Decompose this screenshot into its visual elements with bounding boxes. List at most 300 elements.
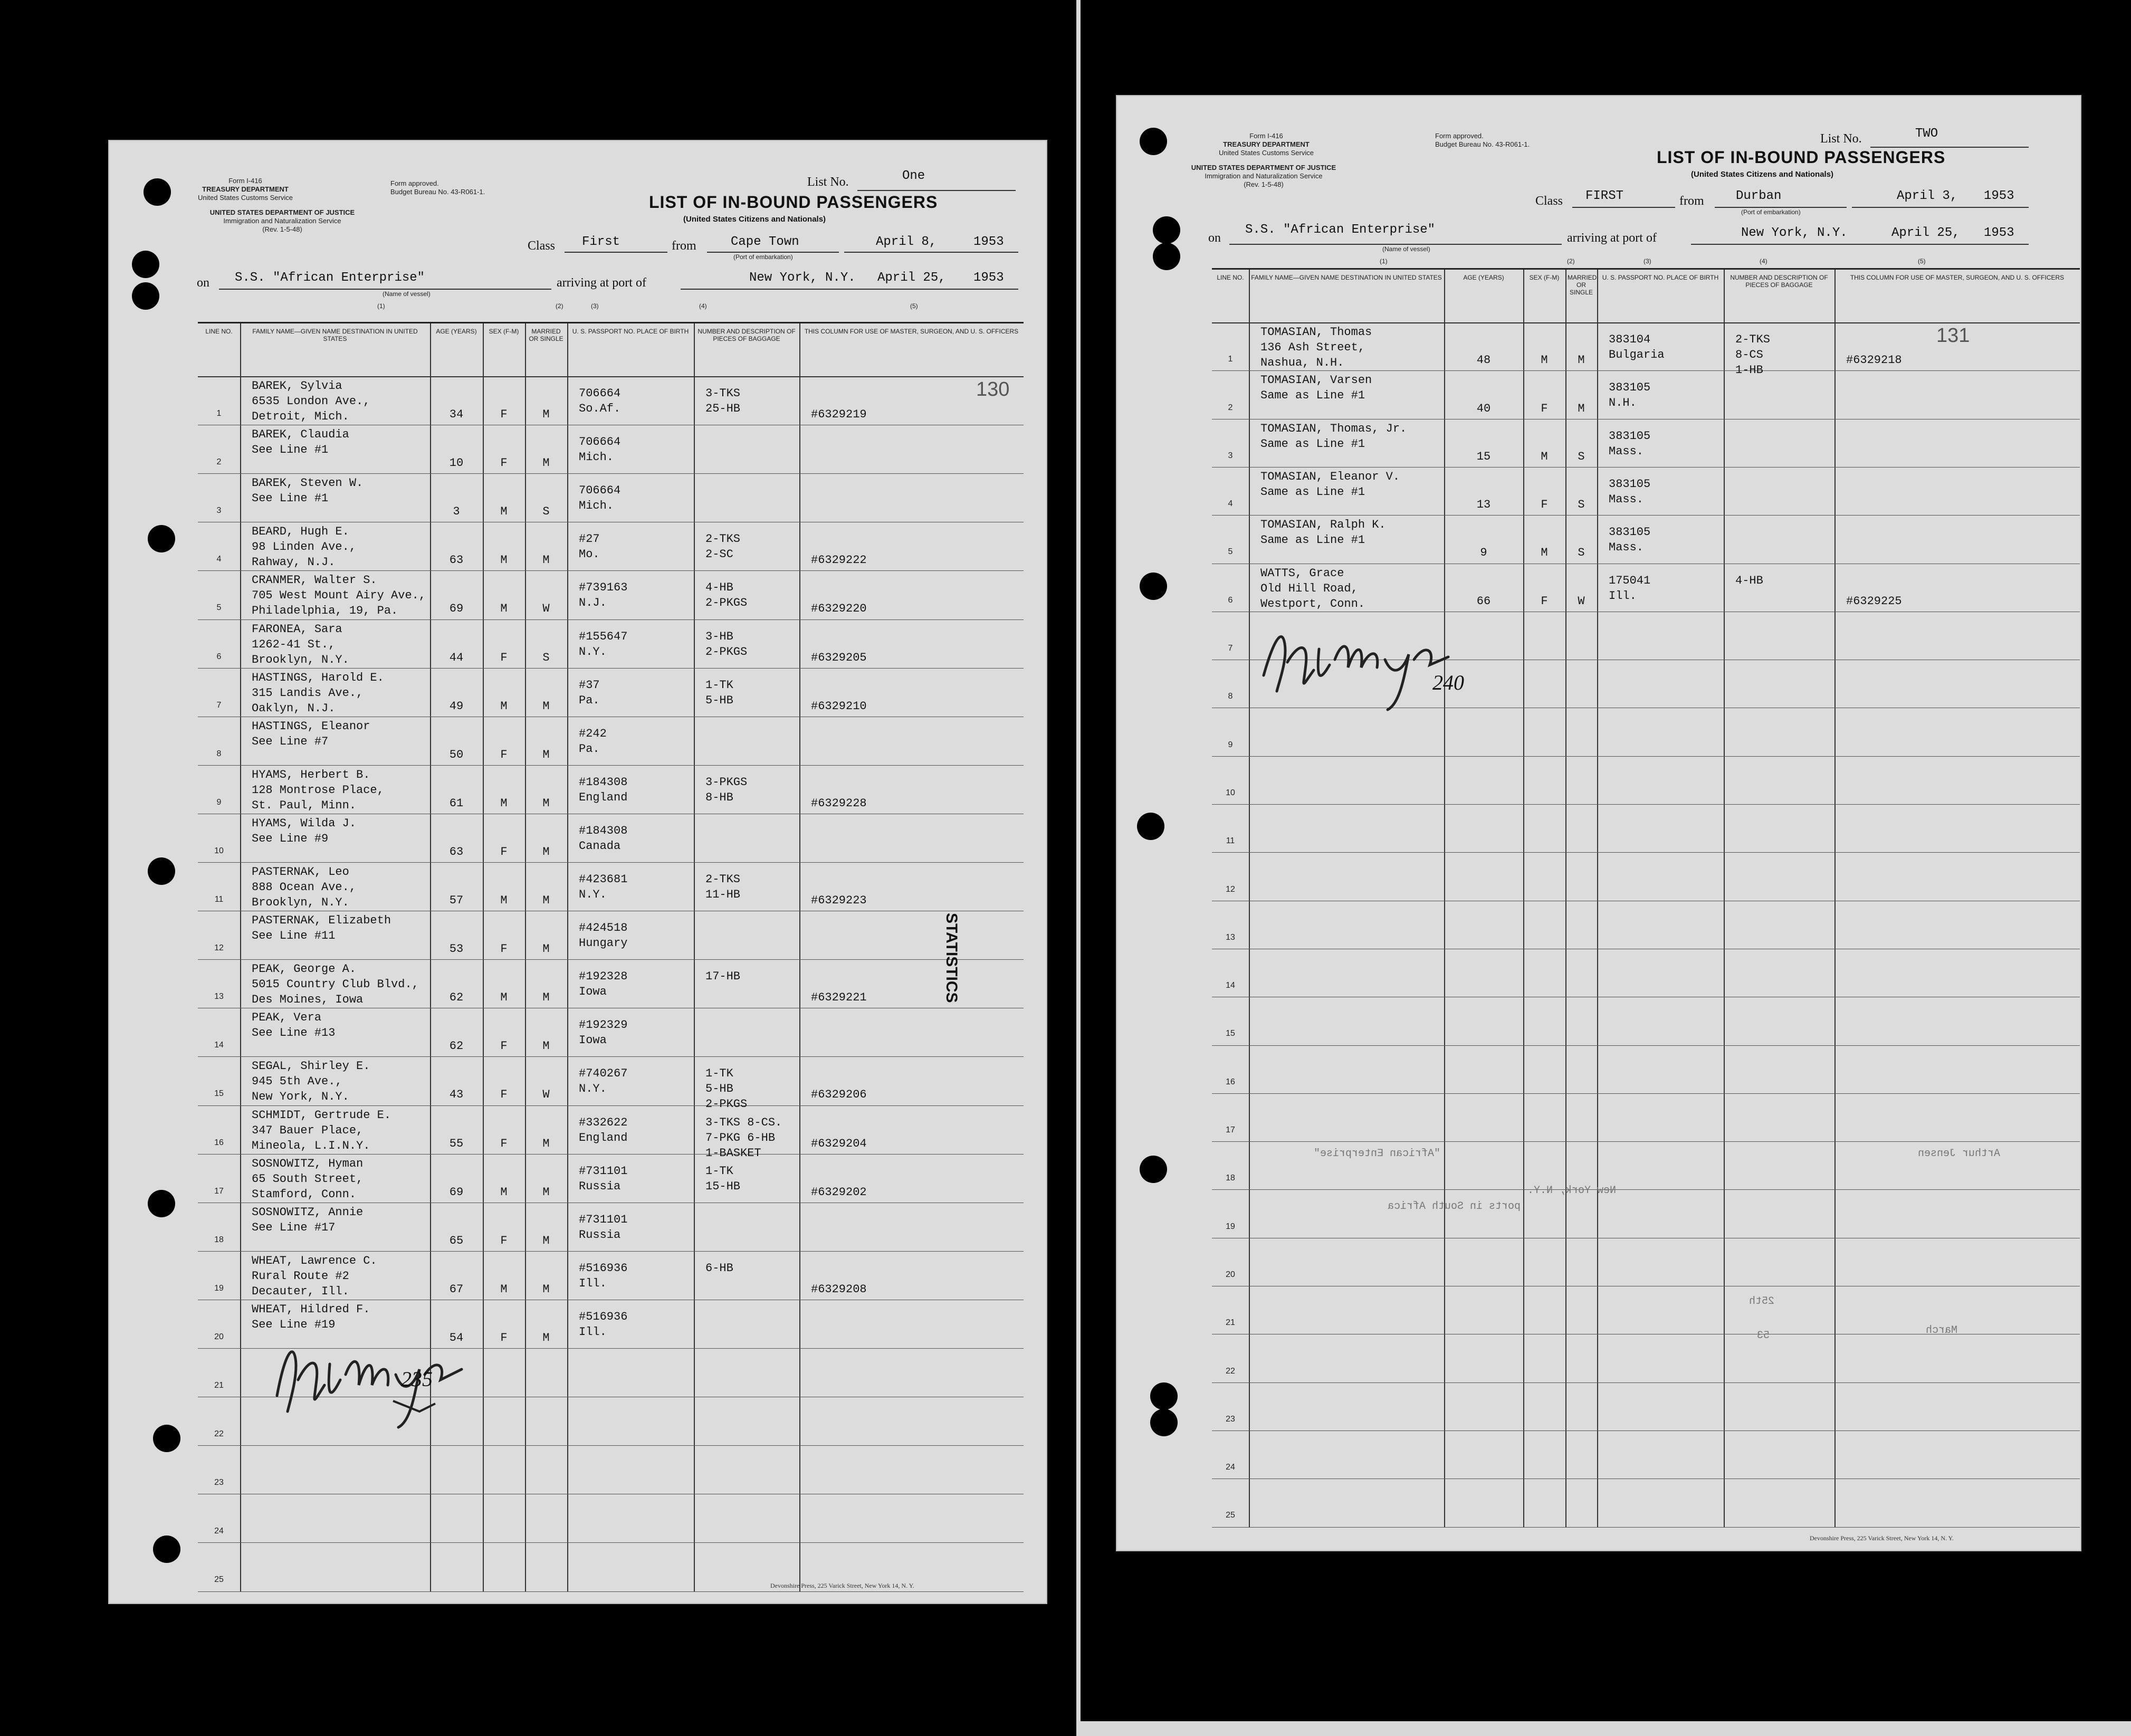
column-header-age: AGE (YEARS)	[1463, 274, 1504, 281]
customs-service: United States Customs Service	[1219, 149, 1314, 157]
passenger-sex: F	[500, 651, 508, 664]
officer-number: #6329220	[811, 602, 867, 616]
table-row	[198, 959, 1024, 1008]
justice-department: UNITED STATES DEPARTMENT OF JUSTICE	[1191, 164, 1336, 171]
baggage: 3-PKGS 8-HB	[705, 775, 748, 804]
passenger-age: 62	[449, 991, 464, 1005]
baggage: 2-TKS 8-CS 1-HB	[1735, 333, 1771, 377]
passenger-table-right	[1212, 268, 2080, 1527]
passenger-name: WHEAT, Lawrence C. Rural Route #2 Decauter, Ill.	[252, 1254, 377, 1298]
passenger-name: PEAK, Vera See Line #13	[252, 1011, 336, 1040]
page-title: LIST OF IN-BOUND PASSENGERS	[1657, 148, 1946, 167]
class-value: FIRST	[1585, 189, 1624, 203]
budget-bureau: Budget Bureau No. 43-R061-1.	[1435, 140, 1530, 148]
line-number: 25	[1226, 1511, 1235, 1520]
marital-status: M	[542, 1185, 550, 1199]
passenger-name: TOMASIAN, Thomas, Jr. Same as Line #1	[1260, 422, 1407, 451]
officer-number: #6329210	[811, 699, 867, 713]
baggage: 17-HB	[705, 970, 741, 984]
col-num-1: (1)	[1380, 257, 1388, 265]
list-no-label: List No.	[807, 175, 849, 189]
table-row	[198, 765, 1024, 814]
table-row	[1212, 1045, 2080, 1093]
officer-number: #6329206	[811, 1088, 867, 1102]
line-number: 14	[1226, 981, 1235, 990]
passport-birthplace: #731101 Russia	[579, 1213, 628, 1242]
passport-birthplace: 383105 Mass.	[1609, 429, 1651, 458]
officer-number: #6329219	[811, 408, 867, 422]
embark-date: April 3,	[1897, 189, 1958, 203]
column-header-sex: SEX (F-M)	[489, 328, 519, 335]
column-header-sex: SEX (F-M)	[1529, 274, 1560, 281]
column-header-line: LINE NO.	[1217, 274, 1244, 281]
column-header-name: FAMILY NAME—GIVEN NAME DESTINATION IN UNITED STATES	[1251, 274, 1442, 281]
line-number: 7	[216, 700, 222, 710]
passenger-name: SCHMIDT, Gertrude E. 347 Bauer Place, Mineola, L.I.N.Y.	[252, 1108, 391, 1152]
punch-hole	[153, 1425, 180, 1452]
line-number: 17	[214, 1186, 224, 1196]
passenger-sex: F	[500, 1088, 508, 1102]
baggage: 3-TKS 25-HB	[705, 387, 741, 415]
passport-birthplace: 383105 Mass.	[1609, 477, 1651, 506]
passport-birthplace: 175041 Ill.	[1609, 574, 1651, 603]
passenger-age: 63	[449, 845, 464, 859]
column-header-baggage: NUMBER AND DESCRIPTION OF PIECES OF BAGGAGE	[697, 328, 796, 342]
bottom-strip	[1076, 1721, 2131, 1736]
table-row	[198, 1494, 1024, 1542]
officer-number: #6329202	[811, 1185, 867, 1199]
page-subtitle: (United States Citizens and Nationals)	[1691, 170, 1834, 179]
line-number: 22	[1226, 1366, 1235, 1376]
officer-number: #6329218	[1846, 354, 1902, 367]
table-row	[198, 1105, 1024, 1160]
vessel-caption: (Name of vessel)	[1382, 245, 1430, 253]
line-number: 5	[1228, 547, 1233, 557]
marital-status: M	[542, 845, 550, 859]
passenger-sex: M	[500, 554, 508, 567]
col-num-4: (4)	[699, 302, 707, 310]
passport-birthplace: #424518 Hungary	[579, 921, 628, 950]
passenger-age: 10	[449, 456, 464, 470]
line-number: 2	[1228, 403, 1233, 412]
on-label: on	[1208, 231, 1221, 245]
officer-signature	[1253, 617, 1454, 728]
table-row	[1212, 1382, 2080, 1430]
line-number: 11	[214, 895, 224, 904]
punch-hole	[148, 857, 175, 885]
from-value: Cape Town	[731, 235, 799, 249]
passport-birthplace: #740267 N.Y.	[579, 1067, 628, 1096]
passenger-sex: M	[500, 894, 508, 908]
passenger-name: SOSNOWITZ, Hyman 65 South Street, Stamford, Conn.	[252, 1157, 364, 1201]
line-number: 15	[214, 1089, 224, 1099]
punch-hole	[1140, 1156, 1167, 1183]
from-label: from	[672, 239, 696, 253]
table-row	[1212, 1189, 2080, 1237]
list-no-value: One	[902, 169, 925, 183]
punch-hole	[1140, 128, 1167, 155]
form-approved: Form approved.	[1435, 132, 1484, 140]
column-header-married: MARRIED OR SINGLE	[1568, 274, 1597, 296]
table-row	[198, 522, 1024, 570]
passenger-age: 55	[449, 1137, 464, 1150]
table-row	[198, 1008, 1024, 1056]
arriving-label: arriving at port of	[557, 276, 646, 290]
column-header-line: LINE NO.	[205, 328, 233, 335]
table-row	[1212, 756, 2080, 804]
table-row	[198, 1203, 1024, 1251]
line-number: 12	[1226, 884, 1235, 894]
table-row	[198, 619, 1024, 668]
justice-block	[193, 208, 372, 234]
line-number: 9	[216, 797, 222, 807]
line-number: 25	[214, 1575, 224, 1585]
table-row	[198, 1445, 1024, 1494]
marital-status: W	[542, 1088, 550, 1102]
officer-number: #6329221	[811, 991, 867, 1005]
table-row	[1212, 1430, 2080, 1479]
passenger-sex: M	[1541, 450, 1548, 463]
passenger-sex: F	[500, 1039, 508, 1053]
col-num-5: (5)	[910, 302, 918, 310]
marital-status: M	[1578, 402, 1585, 415]
passenger-sex: F	[500, 942, 508, 956]
form-approved: Form approved.	[390, 179, 439, 187]
passenger-name: HYAMS, Wilda J. See Line #9	[252, 816, 357, 845]
baggage: 6-HB	[705, 1261, 733, 1275]
marital-status: M	[542, 894, 550, 908]
column-header-name: FAMILY NAME—GIVEN NAME DESTINATION IN UNITED STATES	[252, 328, 418, 342]
marital-status: M	[542, 1234, 550, 1247]
passport-birthplace: #332622 England	[579, 1115, 628, 1144]
list-no-value: TWO	[1915, 127, 1938, 141]
passenger-name: HYAMS, Herbert B. 128 Montrose Place, St. Paul, Minn.	[252, 768, 384, 812]
table-row	[1212, 949, 2080, 997]
baggage: 1-TK 15-HB	[705, 1164, 741, 1193]
class-label: Class	[528, 239, 556, 253]
col-num-1: (1)	[377, 302, 385, 310]
justice-department: UNITED STATES DEPARTMENT OF JUSTICE	[209, 208, 355, 216]
line-number: 4	[216, 555, 222, 564]
column-header-baggage: NUMBER AND DESCRIPTION OF PIECES OF BAGGAGE	[1730, 274, 1828, 289]
passenger-name: CRANMER, Walter S. 705 West Mount Airy Ave., Philadelphia, 19, Pa.	[252, 574, 426, 618]
line-number: 12	[214, 943, 224, 953]
passenger-name: BEARD, Hugh E. 98 Linden Ave., Rahway, N.J.	[252, 525, 357, 569]
table-row	[198, 1154, 1024, 1203]
punch-hole	[153, 1535, 180, 1563]
table-row	[198, 717, 1024, 765]
baggage: 4-HB	[1735, 574, 1763, 587]
manifest-sheet-left	[108, 140, 1047, 1604]
punch-hole	[132, 251, 159, 278]
line-number: 16	[1226, 1077, 1235, 1086]
passport-birthplace: #516936 Ill.	[579, 1261, 628, 1290]
bleedthrough-month: March	[1926, 1324, 1958, 1337]
bleedthrough-master: Arthur Jensen	[1918, 1148, 2001, 1160]
officer-number: #6329205	[811, 651, 867, 664]
line-number: 19	[1226, 1222, 1235, 1231]
arrival-year: 1953	[1984, 226, 2014, 240]
table-row	[1212, 467, 2080, 515]
passenger-name: TOMASIAN, Ralph K. Same as Line #1	[1260, 518, 1386, 547]
line-number: 13	[214, 992, 224, 1001]
passenger-name: BAREK, Claudia See Line #1	[252, 428, 349, 457]
line-number: 23	[1226, 1414, 1235, 1424]
class-value: First	[582, 235, 620, 249]
officer-number: #6329223	[811, 894, 867, 908]
passport-birthplace: #242 Pa.	[579, 727, 607, 756]
line-number: 7	[1228, 644, 1233, 653]
column-header-married: MARRIED OR SINGLE	[529, 328, 563, 342]
passenger-name: TOMASIAN, Eleanor V. Same as Line #1	[1260, 470, 1400, 499]
page-number: 131	[1936, 325, 1970, 347]
line-number: 21	[214, 1381, 224, 1390]
line-number: 10	[1226, 788, 1235, 797]
column-header-officers: THIS COLUMN FOR USE OF MASTER, SURGEON, AND U. S. OFFICERS	[804, 328, 1019, 335]
bleedthrough-year: 53	[1757, 1330, 1770, 1342]
marital-status: M	[542, 796, 550, 810]
table-row	[1212, 901, 2080, 949]
punch-hole	[1150, 1409, 1178, 1436]
line-number: 15	[1226, 1029, 1235, 1038]
passenger-sex: F	[500, 408, 508, 422]
passport-birthplace: 383105 N.H.	[1609, 381, 1651, 410]
line-number: 21	[1226, 1318, 1235, 1328]
embark-date: April 8,	[876, 235, 937, 249]
passenger-age: 62	[449, 1039, 464, 1053]
passenger-age: 69	[449, 1185, 464, 1199]
table-row	[198, 425, 1024, 473]
passenger-sex: F	[500, 1234, 508, 1247]
passenger-name: PASTERNAK, Leo 888 Ocean Ave., Brooklyn, N.Y.	[252, 865, 357, 909]
passenger-name: HASTINGS, Harold E. 315 Landis Ave., Oaklyn, N.J.	[252, 671, 384, 715]
passport-birthplace: #731101 Russia	[579, 1164, 628, 1193]
table-row	[198, 570, 1024, 619]
line-number: 23	[214, 1478, 224, 1487]
printer-footer: Devonshire Press, 225 Varick Street, New York 14, N. Y.	[1810, 1534, 1954, 1542]
passenger-age: 57	[449, 894, 464, 908]
passport-birthplace: #37 Pa.	[579, 678, 600, 707]
table-row	[198, 1251, 1024, 1300]
col-num-2: (2)	[556, 302, 563, 310]
table-row	[1212, 1334, 2080, 1382]
line-number: 22	[214, 1429, 224, 1439]
ins-service: Immigration and Naturalization Service	[1205, 172, 1323, 180]
col-num-5: (5)	[1918, 257, 1926, 265]
passenger-sex: M	[500, 505, 508, 519]
line-number: 1	[1228, 355, 1233, 364]
marital-status: M	[542, 748, 550, 761]
port-caption: (Port of embarkation)	[1741, 208, 1801, 216]
passenger-name: HASTINGS, Eleanor See Line #7	[252, 719, 370, 748]
table-row	[1212, 370, 2080, 418]
line-number: 18	[1226, 1174, 1235, 1183]
passenger-sex: F	[500, 456, 508, 470]
punch-hole	[148, 525, 175, 552]
class-label: Class	[1535, 194, 1563, 208]
form-number: Form I-416	[228, 177, 262, 185]
passenger-sex: M	[500, 699, 508, 713]
column-header-passport: U. S. PASSPORT NO. PLACE OF BIRTH	[572, 328, 689, 335]
col-num-3: (3)	[1643, 257, 1651, 265]
ins-service: Immigration and Naturalization Service	[223, 217, 341, 225]
passenger-name: SOSNOWITZ, Annie See Line #17	[252, 1205, 364, 1234]
passenger-age: 44	[449, 651, 464, 664]
baggage: 1-TK 5-HB 2-PKGS	[705, 1067, 748, 1111]
manifest-sheet-right	[1116, 95, 2081, 1551]
arrival-date: April 25,	[877, 271, 946, 285]
form-header-block	[187, 177, 303, 202]
passenger-age: 66	[1476, 594, 1491, 608]
line-number: 20	[214, 1332, 224, 1341]
passenger-age: 53	[449, 942, 464, 956]
passport-birthplace: #423681 N.Y.	[579, 873, 628, 901]
passenger-sex: F	[1541, 498, 1548, 512]
officer-number: #6329225	[1846, 594, 1902, 608]
passenger-sex: F	[1541, 594, 1548, 608]
budget-bureau: Budget Bureau No. 43-R061-1.	[390, 188, 485, 196]
passport-birthplace: #155647 N.Y.	[579, 629, 628, 659]
passport-birthplace: #516936 Ill.	[579, 1310, 628, 1339]
col-num-3: (3)	[591, 302, 599, 310]
line-number: 8	[216, 749, 222, 758]
passenger-sex: F	[500, 1137, 508, 1150]
marital-status: W	[1578, 594, 1585, 608]
marital-status: M	[542, 699, 550, 713]
passenger-age: 67	[449, 1282, 464, 1296]
passenger-name: PASTERNAK, Elizabeth See Line #11	[252, 914, 391, 943]
table-row	[198, 1056, 1024, 1111]
passenger-age: 15	[1476, 450, 1491, 463]
passenger-age: 65	[449, 1234, 464, 1247]
page-title: LIST OF IN-BOUND PASSENGERS	[649, 193, 938, 212]
line-number: 6	[216, 652, 222, 661]
form-number: Form I-416	[1249, 132, 1283, 140]
vessel-caption: (Name of vessel)	[383, 290, 431, 298]
port-caption: (Port of embarkation)	[733, 253, 793, 261]
line-number: 9	[1228, 740, 1233, 749]
passenger-name: PEAK, George A. 5015 Country Club Blvd., Des Moines, Iowa	[252, 962, 419, 1007]
baggage: 2-TKS 11-HB	[705, 873, 741, 901]
officer-number: #6329222	[811, 554, 867, 567]
table-row	[1212, 564, 2080, 612]
marital-status: M	[542, 991, 550, 1005]
passenger-age: 48	[1476, 354, 1491, 367]
marital-status: S	[1578, 546, 1585, 560]
passenger-name: FARONEA, Sara 1262-41 St., Brooklyn, N.Y.	[252, 622, 349, 666]
marital-status: M	[542, 554, 550, 567]
officer-number: #6329208	[811, 1282, 867, 1296]
passenger-age: 43	[449, 1088, 464, 1102]
passenger-sex: F	[1541, 402, 1548, 415]
passenger-name: WATTS, Grace Old Hill Road, Westport, Conn.	[1260, 566, 1365, 611]
punch-hole	[1150, 1382, 1178, 1410]
passenger-sex: M	[500, 1185, 508, 1199]
line-number: 3	[216, 506, 222, 516]
table-row	[198, 376, 1024, 425]
passenger-name: TOMASIAN, Varsen Same as Line #1	[1260, 374, 1372, 403]
vessel-name: S.S. "African Enterprise"	[235, 271, 425, 285]
punch-hole	[1153, 243, 1180, 270]
table-row	[1212, 804, 2080, 852]
passport-birthplace: #184308 Canada	[579, 824, 628, 853]
marital-status: M	[542, 942, 550, 956]
baggage: 2-TKS 2-SC	[705, 532, 741, 561]
arrival-port: New York, N.Y.	[1741, 226, 1848, 240]
passenger-age: 34	[449, 408, 464, 422]
approval-block	[1435, 132, 1530, 149]
treasury-department: TREASURY DEPARTMENT	[1223, 140, 1310, 148]
baggage: 3-HB 2-PKGS	[705, 629, 748, 659]
from-value: Durban	[1736, 189, 1782, 203]
statistics-stamp: STATISTICS	[943, 913, 960, 1003]
treasury-department: TREASURY DEPARTMENT	[202, 185, 289, 193]
vessel-name: S.S. "African Enterprise"	[1245, 223, 1436, 237]
passport-birthplace: 706664 Mich.	[579, 435, 621, 464]
line-number: 4	[1228, 499, 1233, 509]
embark-year: 1953	[973, 235, 1004, 249]
line-number: 3	[1228, 451, 1233, 460]
line-number: 24	[1226, 1463, 1235, 1472]
table-row	[198, 473, 1024, 522]
line-number: 14	[214, 1041, 224, 1050]
passenger-age: 40	[1476, 402, 1491, 415]
passenger-sex: M	[1541, 354, 1548, 367]
passenger-age: 49	[449, 699, 464, 713]
marital-status: M	[542, 1137, 550, 1150]
arrival-date: April 25,	[1891, 226, 1960, 240]
line-number: 8	[1228, 692, 1233, 701]
marital-status: M	[542, 1282, 550, 1296]
punch-hole	[1153, 216, 1180, 244]
bleedthrough-city: New York, N.Y.	[1527, 1185, 1617, 1197]
marital-status: W	[542, 602, 550, 616]
passenger-name: WHEAT, Hildred F. See Line #19	[252, 1302, 370, 1331]
form-revision: (Rev. 1-5-48)	[262, 225, 302, 233]
line-number: 24	[214, 1527, 224, 1536]
arrival-year: 1953	[973, 271, 1004, 285]
table-row	[1212, 1479, 2080, 1527]
marital-status: M	[542, 456, 550, 470]
baggage: 3-TKS 8-CS. 7-PKG 6-HB 1-BASKET	[705, 1115, 782, 1160]
passenger-name: SEGAL, Shirley E. 945 5th Ave., New York, N.Y.	[252, 1060, 370, 1104]
marital-status: S	[1578, 498, 1585, 512]
officer-number: #6329228	[811, 796, 867, 810]
sheet-divider	[1076, 0, 1081, 1736]
passenger-sex: M	[500, 602, 508, 616]
passenger-sex: F	[500, 748, 508, 761]
bleedthrough-vessel: "African Enterprise"	[1314, 1148, 1441, 1160]
passport-birthplace: 383105 Mass.	[1609, 526, 1651, 555]
form-header-block	[1208, 132, 1324, 157]
list-no-label: List No.	[1820, 132, 1862, 146]
page-number: 130	[976, 378, 1010, 400]
table-row	[1212, 997, 2080, 1045]
column-header-age: AGE (YEARS)	[436, 328, 477, 335]
baggage: 1-TK 5-HB	[705, 678, 733, 707]
baggage: 4-HB 2-PKGS	[705, 581, 748, 610]
passenger-name: BAREK, Steven W. See Line #1	[252, 476, 364, 505]
table-row	[198, 862, 1024, 911]
passenger-sex: F	[500, 845, 508, 859]
line-number: 5	[216, 603, 222, 613]
punch-hole	[1140, 573, 1167, 600]
table-row	[1212, 852, 2080, 900]
table-row	[1212, 515, 2080, 563]
table-row	[198, 911, 1024, 959]
justice-block	[1174, 164, 1353, 189]
passenger-age: 63	[449, 554, 464, 567]
